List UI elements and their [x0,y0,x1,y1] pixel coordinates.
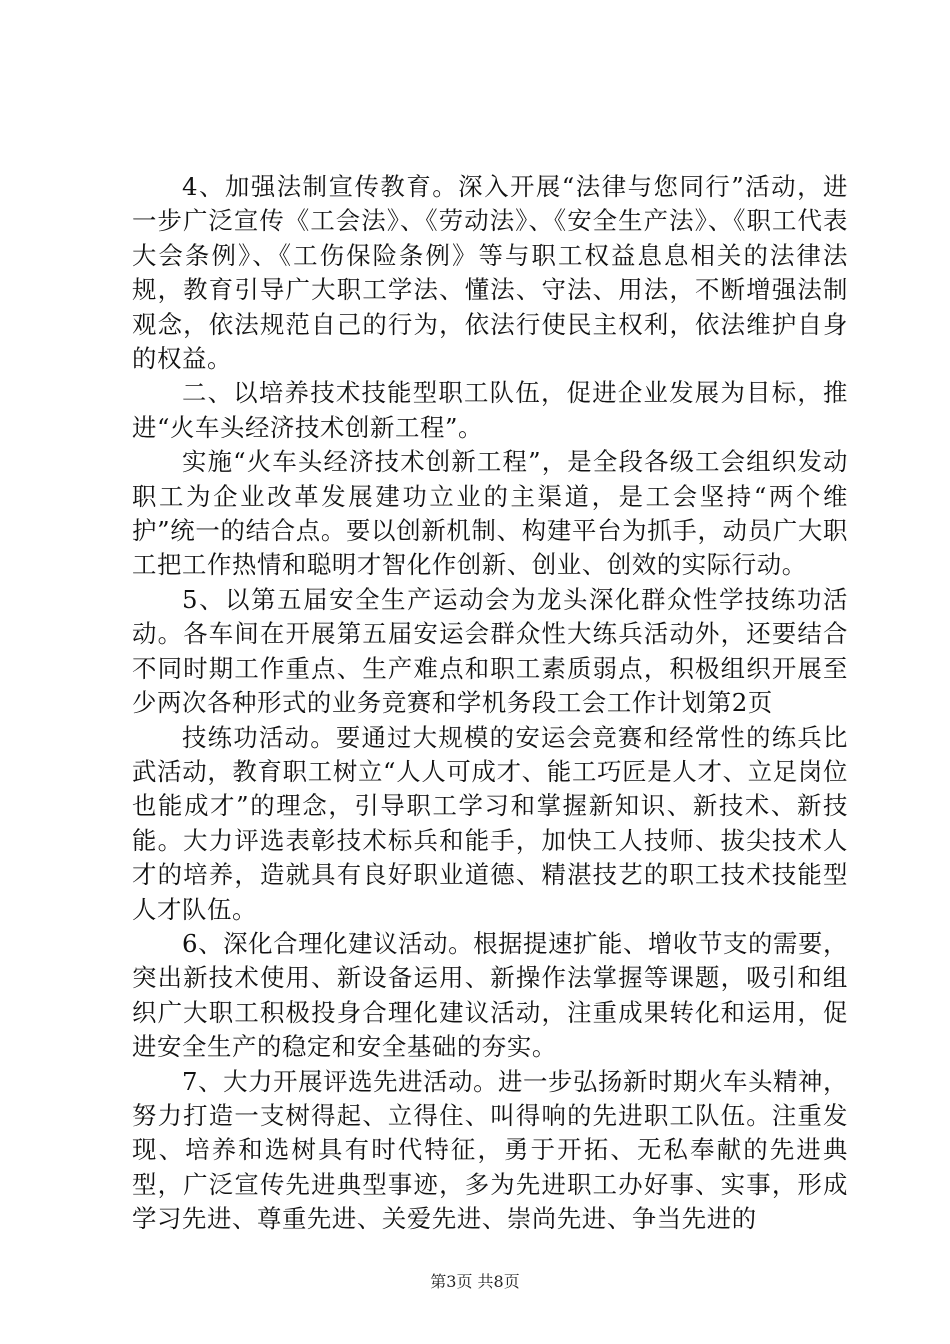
paragraph-innovation-project: 实施“火车头经济技术创新工程”，是全段各级工会组织发动职工为企业改革发展建功立业的主渠道，是工会坚持“两个维护”统一的结合点。要以创新机制、构建平台为抓手，动员广大职工把工作热情和聪明才智化作创新、创业、创效的实际行动。 [132,447,848,580]
paragraph-rationalization-proposals: 6、深化合理化建议活动。根据提速扩能、增收节支的需要，突出新技术使用、新设备运用、新操作法掌握等课题，吸引和组织广大职工积极投身合理化建议活动，注重成果转化和运用，促进安全生产的稳定和安全基础的夯实。 [132,928,848,1062]
paragraph-skill-training: 技练功活动。要通过大规模的安运会竞赛和经常性的练兵比武活动，教育职工树立“人人可成才、能工巧匠是人才、立足岗位也能成才”的理念，引导职工学习和掌握新知识、新技术、新技能。大力评选表彰技术标兵和能手，加快工人技师、拔尖技术人才的培养，造就具有良好职业道德、精湛技艺的职工技术技能型人才队伍。 [132,722,848,924]
paragraph-legal-education: 4、加强法制宣传教育。深入开展“法律与您同行”活动，进一步广泛宣传《工会法》、《劳动法》、《安全生产法》、《职工代表大会条例》、《工伤保险条例》等与职工权益息息相关的法律法规，教育引导广大职工学法、懂法、守法、用法，不断增强法制观念，依法规范自己的行为，依法行使民主权利，依法维护自身的权益。 [132,172,848,374]
paragraph-safety-sports-meet: 5、以第五届安全生产运动会为龙头深化群众性学技练功活动。各车间在开展第五届安运会群众性大练兵活动外，还要结合不同时期工作重点、生产难点和职工素质弱点，积极组织开展至少两次各种形式的业务竞赛和学机务段工会工作计划第2页 [132,584,848,718]
section-heading-two: 二、以培养技术技能型职工队伍，促进企业发展为目标，推进“火车头经济技术创新工程”。 [132,378,848,442]
paragraph-advanced-selection: 7、大力开展评选先进活动。进一步弘扬新时期火车头精神，努力打造一支树得起、立得住、叫得响的先进职工队伍。注重发现、培养和选树具有时代特征，勇于开拓、无私奉献的先进典型，广泛宣传先进典型事迹，多为先进职工办好事、实事，形成学习先进、尊重先进、关爱先进、崇尚先进、争当先进的 [132,1066,848,1234]
document-body [132,170,848,1237]
page-footer: 第3页 共8页 [430,1272,520,1291]
